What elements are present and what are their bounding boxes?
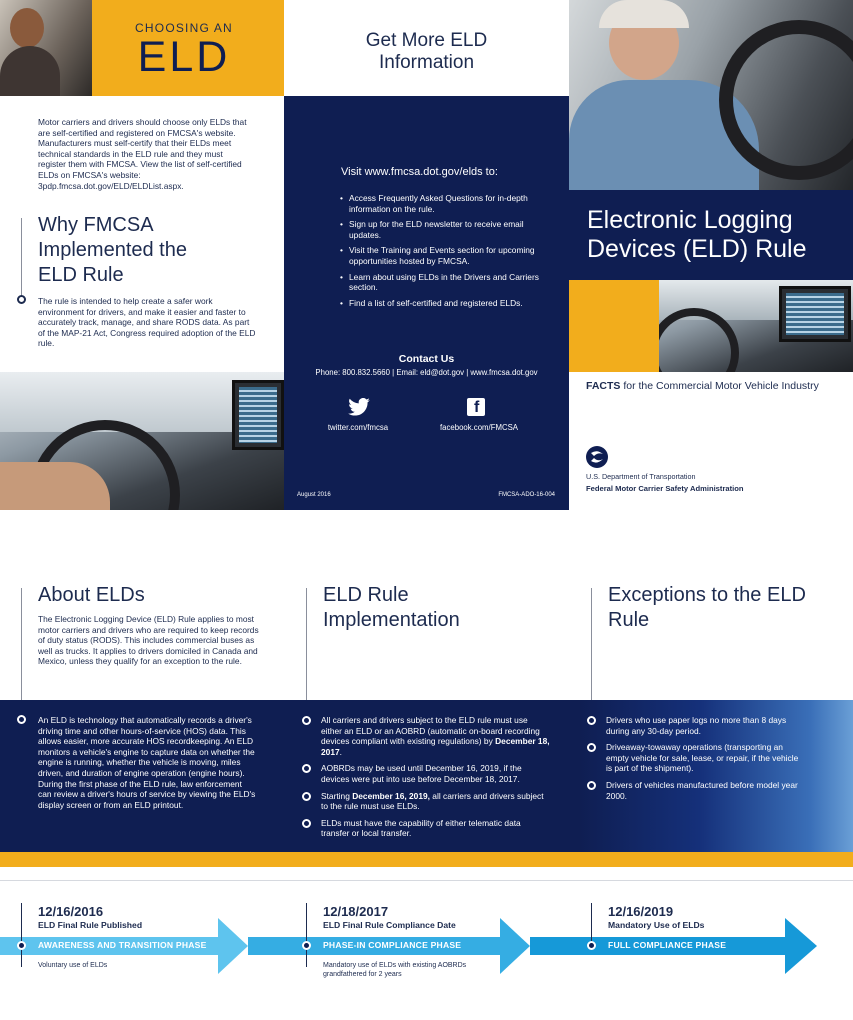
milestone-label-1: ELD Final Rule Published bbox=[38, 920, 143, 930]
why-title: Why FMCSA Implemented the ELD Rule bbox=[38, 214, 187, 286]
visit-item: • Sign up for the ELD newsletter to receive email updates. bbox=[340, 219, 540, 240]
phase-label-3: FULL COMPLIANCE PHASE bbox=[608, 940, 727, 950]
phase-arrow-2-head bbox=[500, 918, 530, 974]
impl-item: Starting December 16, 2019, all carriers and drivers subject to the rule must use ELDs. bbox=[305, 791, 550, 812]
facebook-link[interactable]: facebook.com/FMCSA bbox=[440, 423, 518, 432]
choosing-small-title: CHOOSING AN bbox=[135, 21, 233, 35]
choosing-big-title: ELD bbox=[137, 33, 231, 81]
visit-item: • Access Frequently Asked Questions for in-depth information on the rule. bbox=[340, 193, 540, 214]
twitter-link[interactable]: twitter.com/fmcsa bbox=[327, 423, 389, 432]
phase-label-1: AWARENESS AND TRANSITION PHASE bbox=[38, 940, 207, 950]
eld-device-photo bbox=[659, 280, 853, 372]
about-detail: An ELD is technology that automatically records a driver's driving time and other hours-of-service (HOS) data. This allows easier, more accurate HOS recordkeeping. An ELD monitors a vehicle's engine to capture data on whether the engine is running, whether the vehicle is moving, miles driven, and duration of engine operation (engine hours). During the first phase of the ELD rule, law enforcement can review a driver's hours of service by viewing the ELD's display screen or from an ELD printout. bbox=[38, 715, 256, 810]
doc-code: FMCSA-ADO-16-004 bbox=[498, 492, 555, 498]
date-code: August 2016 bbox=[297, 492, 331, 498]
more-info-header bbox=[284, 0, 569, 96]
facts-rest: for the Commercial Motor Vehicle Industry bbox=[620, 380, 819, 392]
impl-dot bbox=[302, 764, 311, 773]
milestone-line-1 bbox=[21, 903, 22, 967]
contact-title: Contact Us bbox=[398, 353, 455, 365]
choosing-text: Motor carriers and drivers should choose only ELDs that are self-certified and registered on FMCSA's website. Manufacturers must self-certify that their ELDs meet technical standards in the ELD rule and they must register them with FMCSA. View the list of self-certified ELDs on FMCSA's website: 3pdp.fmcsa.dot.gov/ELD/ELDList.aspx. bbox=[38, 117, 247, 191]
timeline-top-rule bbox=[0, 880, 853, 881]
more-info-title: Get More ELD Information bbox=[365, 30, 488, 73]
impl-list bbox=[305, 715, 550, 845]
exc-dot bbox=[587, 716, 596, 725]
impl-item: ELDs must have the capability of either telematic data transfer or local transfer. bbox=[305, 818, 550, 839]
milestone-date-2: 12/18/2017 bbox=[323, 904, 389, 919]
inside-navy-band bbox=[0, 700, 853, 852]
about-text: The Electronic Logging Device (ELD) Rule applies to most motor carriers and drivers who are required to keep records of duty status (RODS). This includes commercial buses as well as trucks. It applies to drivers domiciled in Canada and Mexico, unless they qualify for an exception to the rule. bbox=[38, 614, 259, 667]
more-info-panel bbox=[284, 96, 569, 510]
about-dot bbox=[17, 715, 26, 724]
choosing-eld-banner bbox=[92, 0, 284, 96]
exc-dot bbox=[587, 743, 596, 752]
milestone-note-1: Voluntary use of ELDs bbox=[38, 962, 108, 969]
trucker-photo bbox=[569, 0, 853, 190]
truck-cab-photo bbox=[0, 372, 284, 510]
exc-item: Drivers of vehicles manufactured before model year 2000. bbox=[590, 780, 805, 801]
visit-text: Visit www.fmcsa.dot.gov/elds to: bbox=[341, 166, 498, 178]
milestone-line-2 bbox=[306, 903, 307, 967]
impl-dot bbox=[302, 792, 311, 801]
visit-item: • Learn about using ELDs in the Drivers and Carriers section. bbox=[340, 272, 540, 293]
about-title: About ELDs bbox=[38, 584, 145, 606]
dot-seal-icon bbox=[586, 446, 608, 468]
facts-line bbox=[586, 380, 819, 392]
impl-dot bbox=[302, 819, 311, 828]
why-rule-line bbox=[21, 218, 22, 298]
twitter-icon[interactable] bbox=[348, 398, 370, 416]
inside-gold-stripe bbox=[0, 852, 853, 867]
milestone-date-1: 12/16/2016 bbox=[38, 904, 104, 919]
exc-list bbox=[590, 715, 805, 807]
milestone-dot-2 bbox=[302, 941, 311, 950]
visit-list bbox=[340, 193, 540, 313]
fmcsa-line: Federal Motor Carrier Safety Administration bbox=[586, 484, 744, 493]
why-dot bbox=[17, 295, 26, 304]
visit-item: • Visit the Training and Events section for upcoming opportunities hosted by FMCSA. bbox=[340, 245, 540, 266]
impl-dot bbox=[302, 716, 311, 725]
facts-bold: FACTS bbox=[586, 380, 621, 392]
exc-item: Driveaway-towaway operations (transporting an empty vehicle for sale, lease, or repair, if the vehicle is part of the shipment). bbox=[590, 742, 805, 774]
contact-line: Phone: 800.832.5660 | Email: eld@dot.gov | www.fmcsa.dot.gov bbox=[315, 368, 538, 377]
facebook-icon[interactable]: f bbox=[467, 398, 485, 416]
impl-item: AOBRDs may be used until December 16, 2019, if the devices were put into use before December 18, 2017. bbox=[305, 763, 550, 784]
phase-label-2: PHASE-IN COMPLIANCE PHASE bbox=[323, 940, 462, 950]
driver-woman-photo bbox=[0, 0, 92, 96]
cover-title: Electronic Logging Devices (ELD) Rule bbox=[587, 206, 807, 263]
dot-line: U.S. Department of Transportation bbox=[586, 472, 696, 481]
cover-gold-block bbox=[569, 280, 659, 372]
impl-title: ELD Rule Implementation bbox=[323, 584, 460, 631]
milestone-note-2: Mandatory use of ELDs with existing AOBRDs grandfathered for 2 years bbox=[323, 962, 467, 978]
milestone-date-3: 12/16/2019 bbox=[608, 904, 674, 919]
milestone-label-2: ELD Final Rule Compliance Date bbox=[323, 920, 456, 930]
why-text: The rule is intended to help create a safer work environment for drivers, and make it easier and faster to accurately track, manage, and share RODS data. As part of the MAP-21 Act, Congress required adoption of the ELD rule. bbox=[38, 296, 256, 349]
exc-item: Drivers who use paper logs no more than 8 days during any 30-day period. bbox=[590, 715, 805, 736]
exc-dot bbox=[587, 781, 596, 790]
milestone-dot-1 bbox=[17, 941, 26, 950]
milestone-label-3: Mandatory Use of ELDs bbox=[608, 920, 705, 930]
phase-arrow-3-head bbox=[785, 918, 817, 974]
milestone-line-3 bbox=[591, 903, 592, 945]
impl-item: All carriers and drivers subject to the ELD rule must use either an ELD or an AOBRD (automatic on-board recording devices compliant with existing regulations) by December 18, 2017. bbox=[305, 715, 550, 757]
cover-title-band bbox=[569, 190, 853, 280]
milestone-dot-3 bbox=[587, 941, 596, 950]
exc-title: Exceptions to the ELD Rule bbox=[608, 584, 806, 631]
visit-item: • Find a list of self-certified and registered ELDs. bbox=[340, 298, 540, 309]
